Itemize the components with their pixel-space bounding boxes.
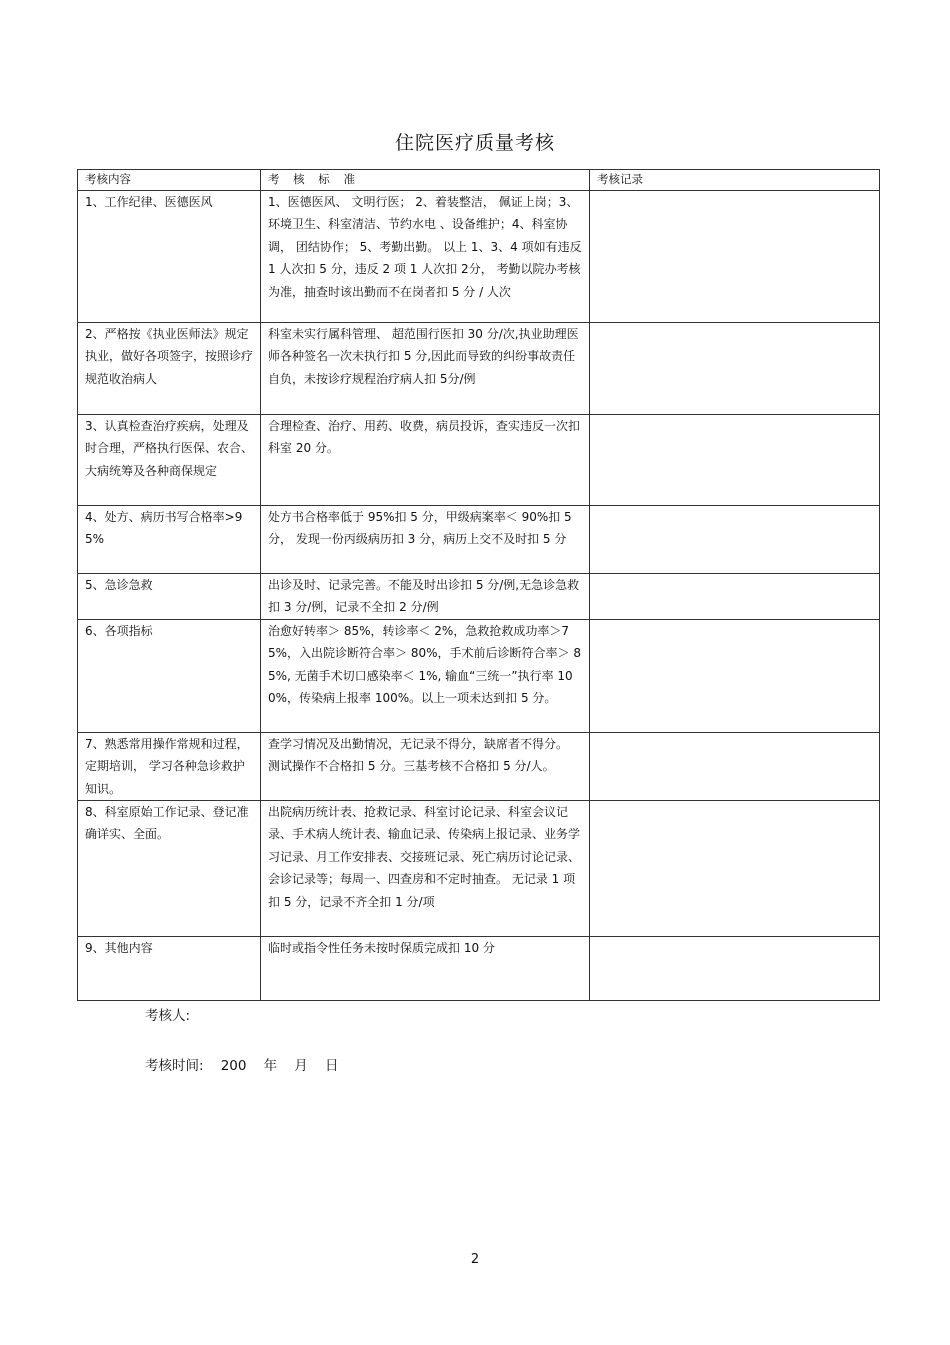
standard-cell: 处方书合格率低于 95%扣 5 分，甲级病案率＜ 90%扣 5 分， 发现一份丙级病历扣 3 分，病历上交不及时扣 5 分 [261, 506, 590, 574]
standard-cell: 合理检查、治疗、用药、收费，病员投诉，查实违反一次扣科室 20 分。 [261, 415, 590, 506]
standard-cell: 临时或指令性任务未按时保质完成扣 10 分 [261, 937, 590, 1001]
content-cell: 4、处方、病历书写合格率>95% [78, 506, 261, 574]
content-cell: 6、各项指标 [78, 619, 261, 732]
content-cell: 8、科室原始工作记录、登记准确详实、全面。 [78, 801, 261, 937]
content-cell: 7、熟悉常用操作常规和过程，定期培训， 学习各种急诊救护知识。 [78, 732, 261, 800]
page-number: 2 [470, 1252, 480, 1267]
content-cell: 1、工作纪律、医德医风 [78, 191, 261, 323]
content-cell: 3、认真检查治疗疾病，处理及时合理，严格执行医保、农合、大病统筹及各种商保规定 [78, 415, 261, 506]
table-row [78, 937, 880, 1001]
header-content: 考核内容 [78, 170, 261, 191]
page-title: 住院医疗质量考核 [394, 132, 555, 154]
record-cell[interactable] [590, 619, 880, 732]
record-cell[interactable] [590, 415, 880, 506]
record-cell[interactable] [590, 506, 880, 574]
content-cell: 9、其他内容 [78, 937, 261, 1001]
header-standard: 考 核 标 准 [261, 170, 590, 191]
record-cell[interactable] [590, 732, 880, 800]
standard-cell: 查学习情况及出勤情况，无记录不得分，缺席者不得分。 测试操作不合格扣 5 分。三基考核不合格扣 5 分/人。 [261, 732, 590, 800]
table-row [78, 191, 880, 323]
standard-cell: 出院病历统计表、抢救记录、科室讨论记录、科室会议记录、手术病人统计表、输血记录、传染病上报记录、业务学习记录、月工作安排表、交接班记录、死亡病历讨论记录、会诊记录等；每周一、四查房和不定时抽查。 无记录 1 项扣 5 分，记录不齐全扣 1 分/项 [261, 801, 590, 937]
record-cell[interactable] [590, 191, 880, 323]
assessment-time: 考核时间: 200 年 月 日 [145, 1058, 339, 1074]
table-row [78, 415, 880, 506]
assessment-table [77, 169, 880, 1001]
standard-cell: 出诊及时、记录完善。不能及时出诊扣 5 分/例,无急诊急救扣 3 分/例，记录不全扣 2 分/例 [261, 574, 590, 620]
record-cell[interactable] [590, 801, 880, 937]
table-row [78, 732, 880, 800]
record-cell[interactable] [590, 937, 880, 1001]
record-cell[interactable] [590, 323, 880, 415]
standard-cell: 科室未实行属科管理、 超范围行医扣 30 分/次,执业助理医师各种签名一次未执行扣 5 分,因此而导致的纠纷事故责任自负，未按诊疗规程治疗病人扣 5分/例 [261, 323, 590, 415]
table-header-row [78, 170, 880, 191]
table-row [78, 801, 880, 937]
table-row [78, 506, 880, 574]
table-row [78, 323, 880, 415]
table-row [78, 619, 880, 732]
content-cell: 2、严格按《执业医师法》规定执业，做好各项签字，按照诊疗规范收治病人 [78, 323, 261, 415]
standard-cell: 治愈好转率＞ 85%，转诊率＜ 2%，急救抢救成功率＞75%，入出院诊断符合率＞ 80%，手术前后诊断符合率＞ 85%, 无菌手术切口感染率＜ 1%, 输血“三统一”执行率 100%，传染病上报率 100%。以上一项未达到扣 5 分。 [261, 619, 590, 732]
assessor-label: 考核人: [145, 1008, 191, 1024]
header-record: 考核记录 [590, 170, 880, 191]
standard-cell: 1、医德医风、 文明行医； 2、着装整洁， 佩证上岗；3、环境卫生、科室清洁、节约水电 、设备维护；4、科室协调， 团结协作； 5、考勤出勤。 以上 1、3、4 项如有违反 1 人次扣 5 分，违反 2 项 1 人次扣 2分， 考勤以院办考核为准，抽查时该出勤而不在岗者扣 5 分 / 人次 [261, 191, 590, 323]
table-row [78, 574, 880, 620]
content-cell: 5、急诊急救 [78, 574, 261, 620]
record-cell[interactable] [590, 574, 880, 620]
